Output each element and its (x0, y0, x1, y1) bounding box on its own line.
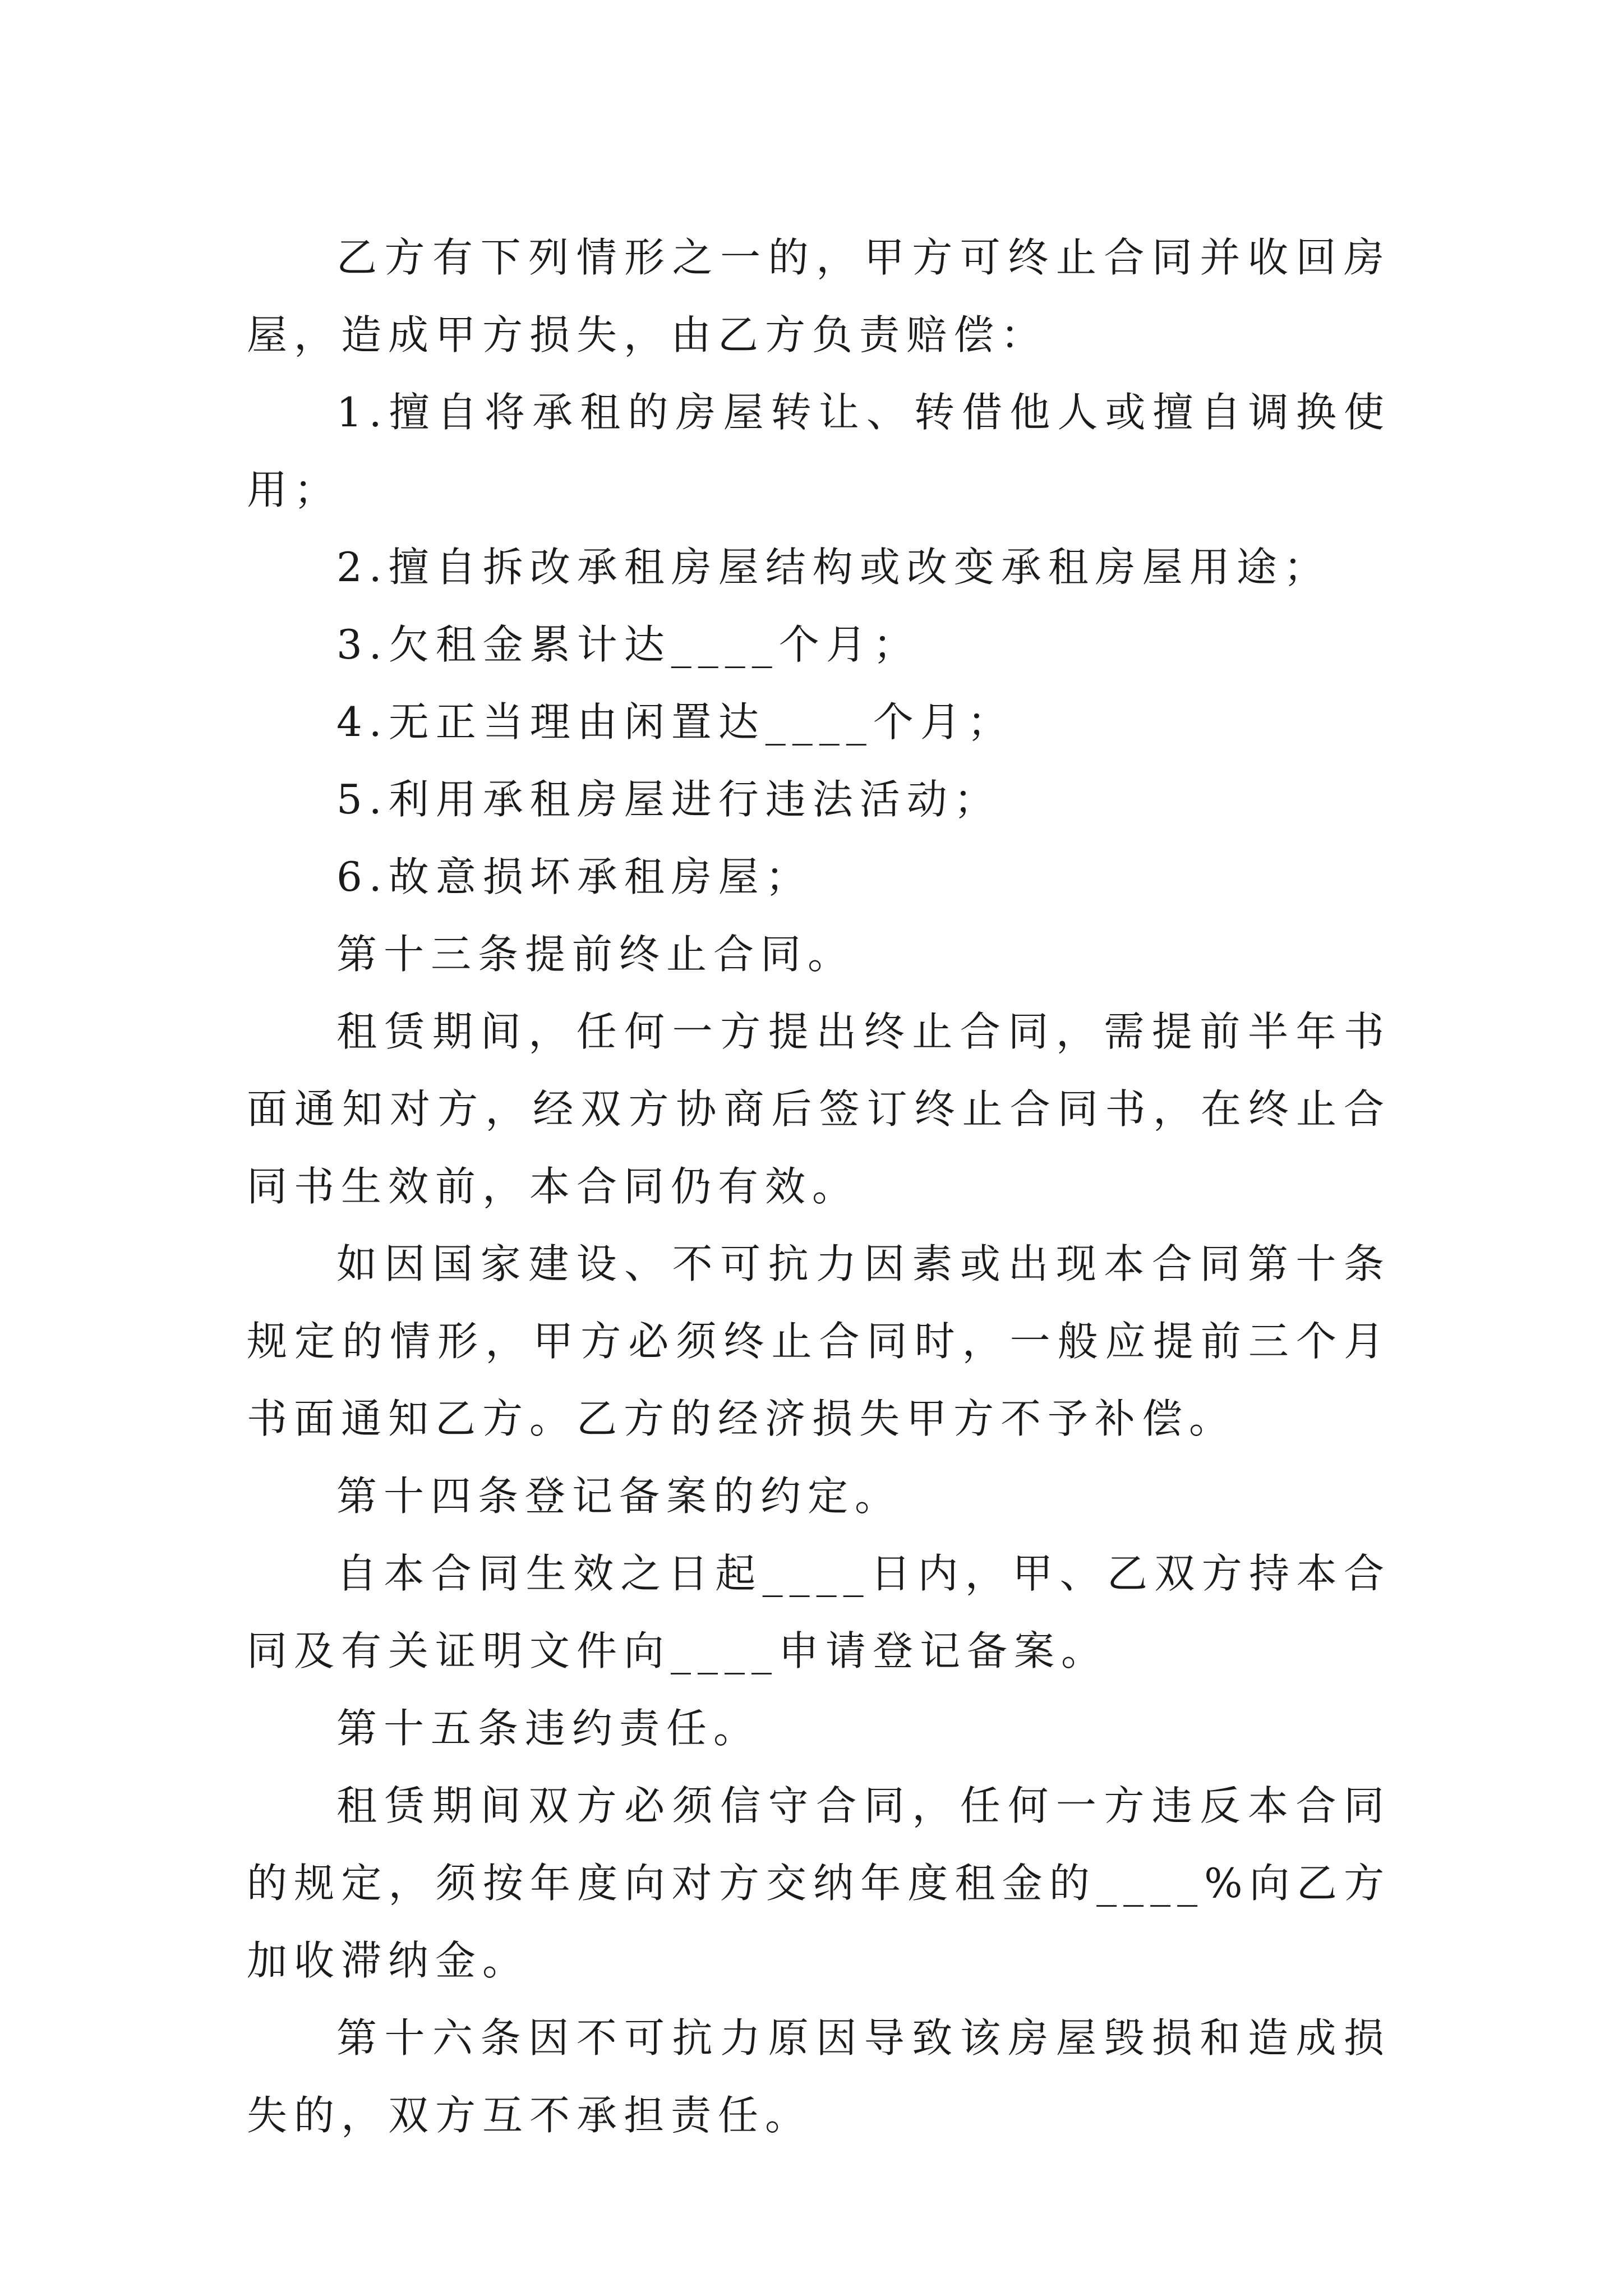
document-body (247, 219, 1391, 2154)
article-13-paragraph-2: 如因国家建设、不可抗力因素或出现本合同第十条规定的情形，甲方必须终止合同时，一般应提前三个月书面通知乙方。乙方的经济损失甲方不予补偿。 (247, 1240, 1391, 1442)
list-item-3: 3.欠租金累计达____个月； (336, 621, 920, 668)
list-item-1: 1.擅自将承租的房屋转让、转借他人或擅自调换使用； (247, 389, 1391, 513)
list-item-4: 4.无正当理由闲置达____个月； (336, 698, 1015, 746)
paragraph-termination-conditions: 乙方有下列情形之一的，甲方可终止合同并收回房屋，造成甲方损失，由乙方负责赔偿： (247, 234, 1391, 358)
list-item-2: 2.擅自拆改承租房屋结构或改变承租房屋用途； (336, 544, 1331, 591)
article-14-heading: 第十四条登记备案的约定。 (336, 1473, 902, 1520)
list-item-5: 5.利用承租房屋进行违法活动； (336, 776, 1001, 823)
list-item-6: 6.故意损坏承租房屋； (336, 853, 813, 900)
article-15-heading: 第十五条违约责任。 (336, 1705, 761, 1752)
article-15-paragraph: 租赁期间双方必须信守合同，任何一方违反本合同的规定，须按年度向对方交纳年度租金的____%向乙方加收滞纳金。 (247, 1782, 1391, 1984)
article-13-paragraph-1: 租赁期间，任何一方提出终止合同，需提前半年书面通知对方，经双方协商后签订终止合同书，在终止合同书生效前，本合同仍有效。 (247, 1008, 1391, 1210)
article-13-heading: 第十三条提前终止合同。 (336, 931, 855, 978)
article-14-paragraph: 自本合同生效之日起____日内，甲、乙双方持本合同及有关证明文件向____申请登记备案。 (247, 1550, 1391, 1674)
article-16-paragraph: 第十六条因不可抗力原因导致该房屋毁损和造成损失的，双方互不承担责任。 (247, 2014, 1391, 2139)
